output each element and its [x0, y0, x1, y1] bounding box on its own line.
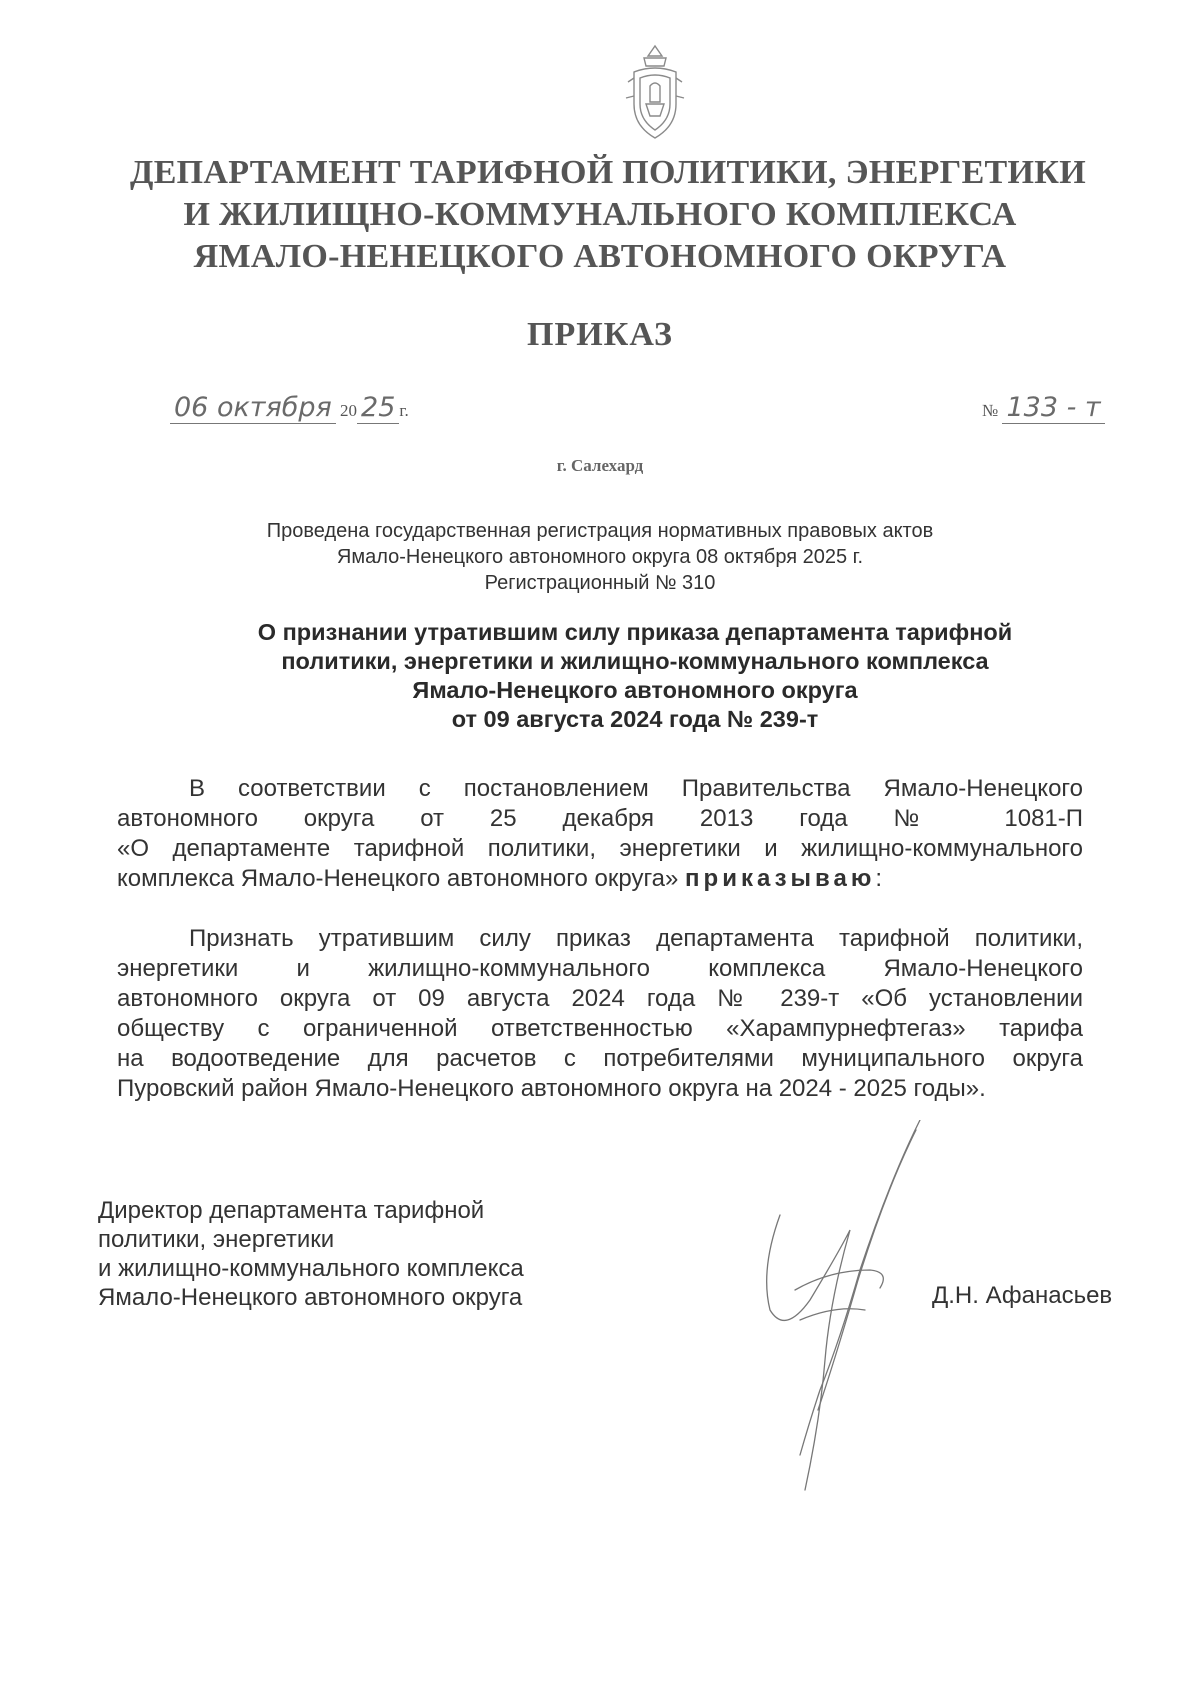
paragraph2-line-6: Пуровский район Ямало-Ненецкого автономного округа на 2024 - 2025 годы».: [117, 1075, 986, 1102]
paragraph2-line-3: автономного округа от 09 августа 2024 года № 239-т «Об установлении: [117, 985, 1083, 1012]
paragraph1-line-4-text: комплекса Ямало-Ненецкого автономного округа»: [117, 865, 679, 892]
paragraph2-line-5: на водоотведение для расчетов с потребителями муниципального округа: [117, 1045, 1083, 1072]
coat-of-arms-icon: [620, 42, 690, 144]
header-line-2: И ЖИЛИЩНО-КОММУНАЛЬНОГО КОМПЛЕКСА: [183, 196, 1017, 233]
paragraph2-line-4: обществу с ограниченной ответственностью «Харампурнефтегаз» тарифа: [117, 1015, 1083, 1042]
title-line-3: Ямало-Ненецкого автономного округа: [412, 677, 858, 703]
paragraph-decision: [117, 924, 1083, 1104]
date-year-unit: г.: [399, 401, 409, 420]
header-line-1: ДЕПАРТАМЕНТ ТАРИФНОЙ ПОЛИТИКИ, ЭНЕРГЕТИКИ: [130, 154, 1086, 191]
signer-line-1: Директор департамента тарифной: [98, 1197, 485, 1224]
registration-note: [150, 518, 1050, 596]
paragraph1-colon: :: [875, 865, 882, 892]
document-type: ПРИКАЗ: [527, 316, 673, 353]
date-day-month: 06 октября: [170, 392, 336, 424]
signer-line-2: политики, энергетики: [98, 1226, 335, 1253]
header-line-3: ЯМАЛО-НЕНЕЦКОГО АВТОНОМНОГО ОКРУГА: [193, 238, 1007, 275]
order-title: [170, 618, 1100, 734]
registration-line-1: Проведена государственная регистрация нормативных правовых актов: [266, 520, 934, 542]
department-header: [130, 152, 1086, 278]
number-value: 133 - т: [1002, 392, 1104, 424]
signer-line-3: и жилищно-коммунального комплекса: [98, 1255, 524, 1282]
number-prefix: №: [982, 401, 999, 420]
paragraph2-line-2: энергетики и жилищно-коммунального комплекса Ямало-Ненецкого: [117, 955, 1083, 982]
city: г. Салехард: [556, 456, 644, 475]
title-line-1: О признании утратившим силу приказа департамента тарифной: [257, 619, 1013, 645]
title-line-2: политики, энергетики и жилищно-коммунального комплекса: [281, 648, 989, 674]
paragraph1-line-1: В соответствии с постановлением Правительства Ямало-Ненецкого: [189, 775, 1083, 802]
registration-line-2: Ямало-Ненецкого автономного округа 08 октября 2025 г.: [336, 546, 864, 568]
paragraph1-line-4: [117, 864, 1083, 894]
paragraph1-line-3: «О департаменте тарифной политики, энергетики и жилищно-коммунального: [117, 835, 1083, 862]
date-year-prefix: 20: [340, 401, 358, 420]
signer-name: Д.Н. Афанасьев: [932, 1282, 1113, 1309]
order-number: [982, 392, 1105, 423]
signature-image: [740, 1120, 980, 1500]
title-line-4: от 09 августа 2024 года № 239-т: [451, 706, 819, 732]
paragraph2-line-1: Признать утратившим силу приказ департамента тарифной политики,: [189, 925, 1083, 952]
paragraph-basis: [117, 774, 1083, 894]
signer-line-4: Ямало-Ненецкого автономного округа: [98, 1284, 523, 1311]
registration-line-3: Регистрационный № 310: [484, 572, 716, 594]
paragraph1-line-2: автономного округа от 25 декабря 2013 года № 1081-П: [117, 805, 1083, 832]
order-verb: приказываю: [685, 865, 876, 892]
order-date: [170, 392, 409, 423]
date-year-suffix: 25: [357, 392, 399, 424]
signer-position: [98, 1196, 524, 1312]
